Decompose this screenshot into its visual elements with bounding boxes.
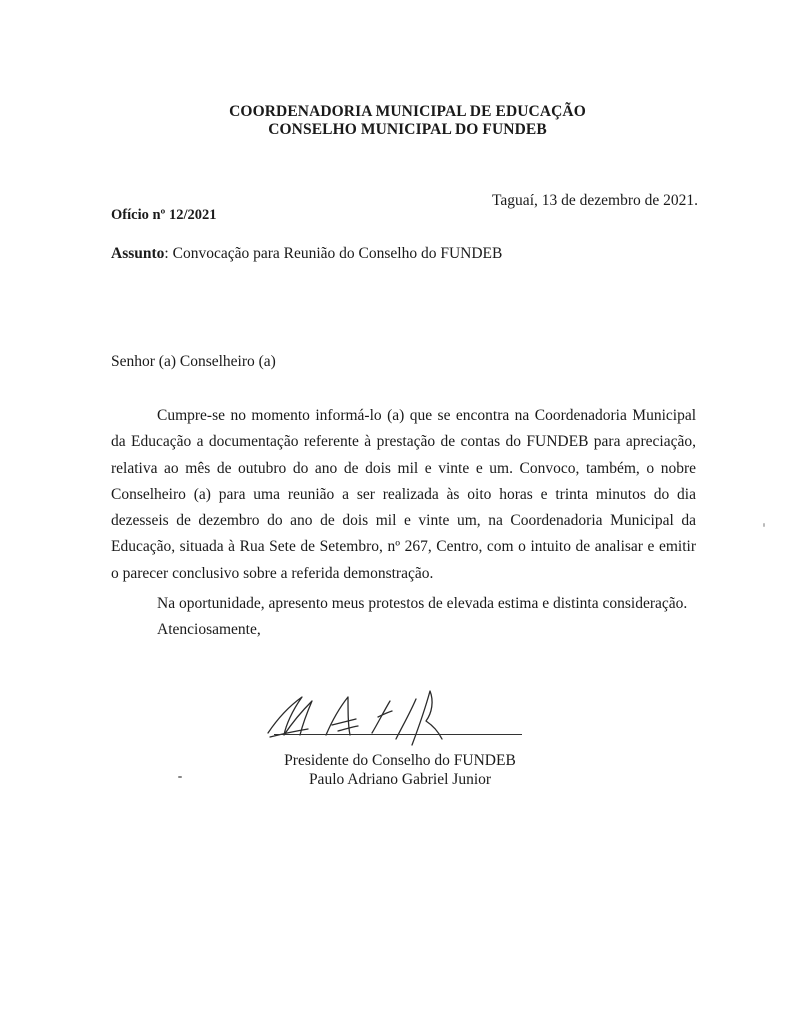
subject-line — [111, 245, 502, 263]
closing-remarks: Na oportunidade, apresento meus protestos de elevada estima e distinta consideração. — [157, 595, 688, 612]
oficio-number: Ofício nº 12/2021 — [111, 207, 217, 223]
scan-speck — [763, 523, 765, 527]
scan-speck — [178, 776, 182, 778]
signer-title: Presidente do Conselho do FUNDEB — [284, 752, 516, 769]
header-council: CONSELHO MUNICIPAL DO FUNDEB — [268, 121, 547, 138]
closing-salutation: Atenciosamente, — [157, 621, 261, 638]
signature-line — [274, 734, 522, 735]
salutation: Senhor (a) Conselheiro (a) — [111, 353, 276, 370]
signer-name: Paulo Adriano Gabriel Junior — [308, 771, 492, 788]
document-date: Taguaí, 13 de dezembro de 2021. — [492, 192, 698, 209]
header-organization: COORDENADORIA MUNICIPAL DE EDUCAÇÃO — [229, 103, 586, 120]
handwritten-signature — [262, 685, 532, 755]
body-paragraph: Cumpre-se no momento informá-lo (a) que se encontra na Coordenadoria Municipal da Educação a documentação referente à prestação de contas do FUNDEB para apreciação, relativa ao mês de outubro do ano de dois mil e vinte e um. Convoco, também, o nobre Conselheiro (a) para uma reunião a ser realizada às oito horas e trinta minutos do dia dezesseis de dezembro do ano de dois mil e vinte um, na Coordenadoria Municipal da Educação, situada à Rua Sete de Setembro, nº 267, Centro, com o intuito de analisar e emitir o parecer conclusivo sobre a referida demonstração. — [111, 407, 696, 582]
subject-label: Assunto — [111, 245, 165, 262]
subject-text: : Convocação para Reunião do Conselho do FUNDEB — [164, 245, 503, 262]
